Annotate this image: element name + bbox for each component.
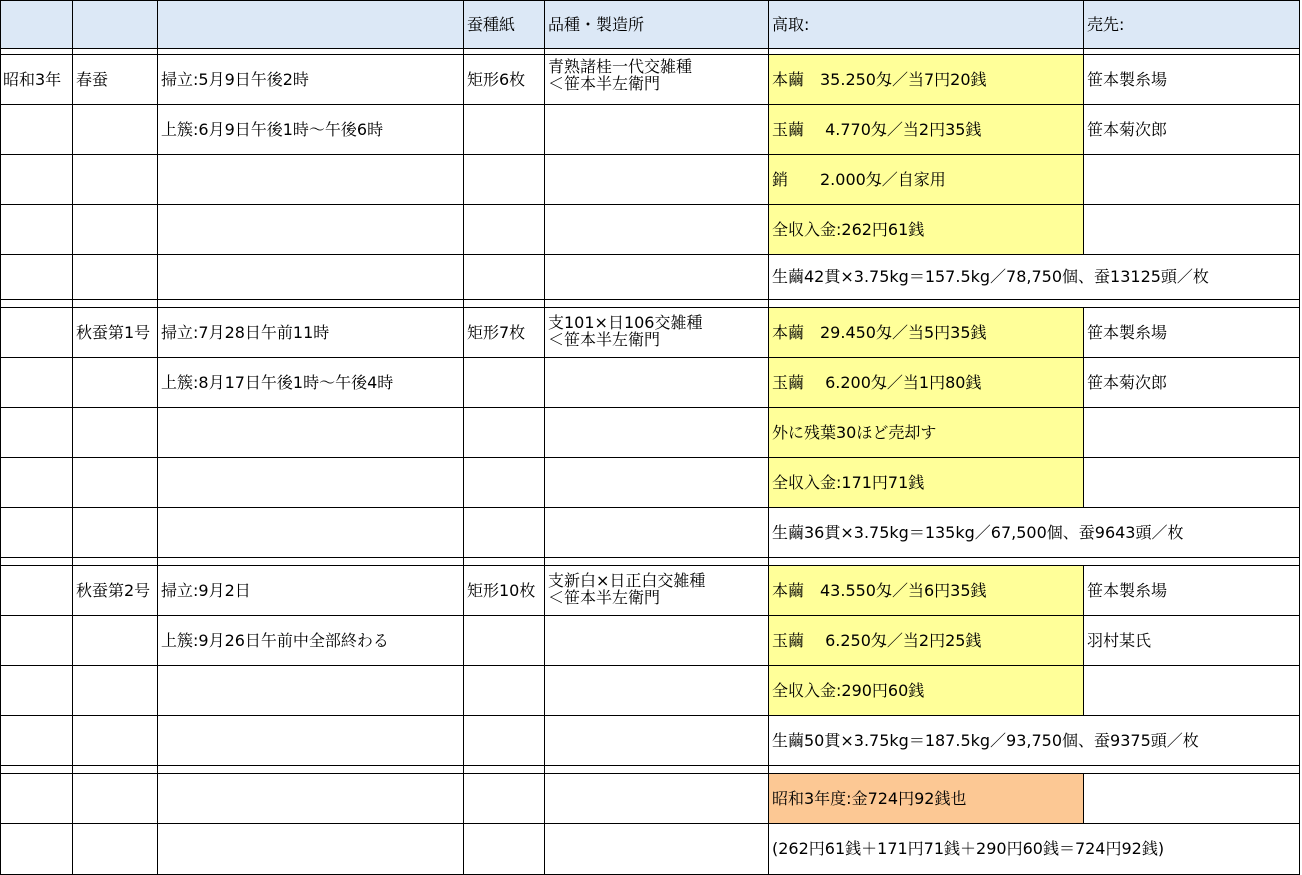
row-separator: [0, 766, 1300, 774]
cell-empty[interactable]: [73, 824, 158, 875]
cell-paper-count[interactable]: 矩形10枚: [464, 566, 545, 616]
header-cell-a[interactable]: [1, 1, 73, 49]
cell-yield[interactable]: 玉繭 6.250匁／当2円25銭: [769, 616, 1084, 666]
row-separator: [0, 300, 1300, 308]
cell-empty[interactable]: [545, 824, 769, 875]
cell-empty[interactable]: [1084, 774, 1300, 824]
cell-empty[interactable]: [1, 824, 73, 875]
cell-yield[interactable]: 本繭 43.550匁／当6円35銭: [769, 566, 1084, 616]
cell-buyer[interactable]: 笹本製糸場: [1084, 566, 1300, 616]
cell-empty[interactable]: [545, 774, 769, 824]
cell-empty[interactable]: [1, 666, 73, 716]
cell-empty[interactable]: [158, 666, 464, 716]
cell-empty[interactable]: [158, 205, 464, 255]
cell-empty[interactable]: [73, 508, 158, 558]
cell-buyer[interactable]: 羽村某氏: [1084, 616, 1300, 666]
cell-empty[interactable]: [464, 408, 545, 458]
cell-empty[interactable]: [158, 155, 464, 205]
cell-variety[interactable]: [545, 55, 769, 105]
variety-name: 支101×日106交雑種: [548, 313, 703, 332]
cell-note[interactable]: 上簇:6月9日午後1時～午後6時: [158, 105, 464, 155]
cell-empty[interactable]: [158, 458, 464, 508]
cell-yield[interactable]: 玉繭 6.200匁／当1円80銭: [769, 358, 1084, 408]
cell-season[interactable]: 秋蚕第2号: [73, 566, 158, 616]
cell-empty[interactable]: [73, 774, 158, 824]
cell-empty[interactable]: [545, 358, 769, 408]
header-cell-b[interactable]: [73, 1, 158, 49]
header-cell-yield[interactable]: 高取:: [769, 1, 1084, 49]
cell-yield[interactable]: 本繭 35.250匁／当7円20銭: [769, 55, 1084, 105]
cell-empty[interactable]: [464, 105, 545, 155]
cell-empty[interactable]: [545, 508, 769, 558]
cell-buyer[interactable]: 笹本製糸場: [1084, 55, 1300, 105]
cell-empty[interactable]: [545, 205, 769, 255]
cell-yield[interactable]: 外に残葉30ほど売却す: [769, 408, 1084, 458]
cell-buyer[interactable]: 笹本製糸場: [1084, 308, 1300, 358]
cell-empty[interactable]: [158, 774, 464, 824]
cell-empty[interactable]: [545, 255, 769, 300]
cell-paper-count[interactable]: 矩形6枚: [464, 55, 545, 105]
cell-season[interactable]: 秋蚕第1号: [73, 308, 158, 358]
cell-empty[interactable]: [158, 508, 464, 558]
cell-variety[interactable]: [545, 566, 769, 616]
cell-total-formula[interactable]: (262円61銭＋171円71銭＋290円60銭＝724円92銭): [769, 824, 1300, 875]
cell-empty[interactable]: [464, 155, 545, 205]
cell-note[interactable]: 上簇:9月26日午前中全部終わる: [158, 616, 464, 666]
cell-empty[interactable]: [158, 716, 464, 766]
header-cell-c[interactable]: [158, 1, 464, 49]
cell-empty[interactable]: [73, 105, 158, 155]
cell-empty[interactable]: [464, 616, 545, 666]
cell-empty[interactable]: [545, 458, 769, 508]
cell-empty[interactable]: [73, 255, 158, 300]
cell-note[interactable]: 掃立:5月9日午後2時: [158, 55, 464, 105]
cell-empty[interactable]: [73, 458, 158, 508]
cell-empty[interactable]: [1, 105, 73, 155]
cell-empty[interactable]: [73, 716, 158, 766]
cell-empty[interactable]: [1084, 666, 1300, 716]
cell-empty[interactable]: [73, 666, 158, 716]
cell-empty[interactable]: [1, 205, 73, 255]
cell-empty[interactable]: [1, 308, 73, 358]
cell-empty[interactable]: [464, 205, 545, 255]
row-separator: [0, 558, 1300, 566]
cell-note[interactable]: 掃立:7月28日午前11時: [158, 308, 464, 358]
cell-yield[interactable]: 銷 2.000匁／自家用: [769, 155, 1084, 205]
cell-empty[interactable]: [1, 458, 73, 508]
cell-empty[interactable]: [464, 666, 545, 716]
cell-empty[interactable]: [73, 408, 158, 458]
cell-empty[interactable]: [464, 358, 545, 408]
cell-total-income[interactable]: 全収入金:262円61銭: [769, 205, 1084, 255]
cell-variety[interactable]: [545, 308, 769, 358]
variety-maker: ＜笹本半左衛門: [548, 330, 661, 349]
cell-empty[interactable]: [1, 774, 73, 824]
cell-empty[interactable]: [545, 408, 769, 458]
cell-empty[interactable]: [1, 155, 73, 205]
cell-note[interactable]: 掃立:9月2日: [158, 566, 464, 616]
cell-empty[interactable]: [545, 666, 769, 716]
cell-summary[interactable]: 生繭42貫×3.75kg＝157.5kg／78,750個、蚕13125頭／枚: [769, 255, 1300, 300]
cell-season[interactable]: 春蚕: [73, 55, 158, 105]
cell-note[interactable]: 上簇:8月17日午後1時～午後4時: [158, 358, 464, 408]
cell-empty[interactable]: [158, 255, 464, 300]
cell-empty[interactable]: [545, 616, 769, 666]
variety-name: 青熟諸桂一代交雑種: [548, 57, 693, 76]
cell-year[interactable]: 昭和3年: [1, 55, 73, 105]
cell-annual-total[interactable]: 昭和3年度:金724円92銭也: [769, 774, 1084, 824]
cell-empty[interactable]: [464, 774, 545, 824]
cell-empty[interactable]: [1, 408, 73, 458]
cell-empty[interactable]: [1084, 205, 1300, 255]
cell-empty[interactable]: [545, 155, 769, 205]
cell-empty[interactable]: [464, 508, 545, 558]
cell-buyer[interactable]: 笹本菊次郎: [1084, 358, 1300, 408]
variety-maker: ＜笹本半左衛門: [548, 74, 661, 93]
cell-empty[interactable]: [73, 205, 158, 255]
cell-summary[interactable]: 生繭36貫×3.75kg＝135kg／67,500個、蚕9643頭／枚: [769, 508, 1300, 558]
cell-total-income[interactable]: 全収入金:290円60銭: [769, 666, 1084, 716]
cell-summary[interactable]: 生繭50貫×3.75kg＝187.5kg／93,750個、蚕9375頭／枚: [769, 716, 1300, 766]
cell-yield[interactable]: 玉繭 4.770匁／当2円35銭: [769, 105, 1084, 155]
cell-empty[interactable]: [158, 824, 464, 875]
cell-empty[interactable]: [1, 716, 73, 766]
cell-total-income[interactable]: 全収入金:171円71銭: [769, 458, 1084, 508]
cell-empty[interactable]: [1, 508, 73, 558]
cell-empty[interactable]: [1084, 408, 1300, 458]
cell-empty[interactable]: [1, 358, 73, 408]
cell-empty[interactable]: [1084, 155, 1300, 205]
cell-empty[interactable]: [1084, 458, 1300, 508]
header-cell-silkworm-paper[interactable]: 蚕種紙: [464, 1, 545, 49]
cell-empty[interactable]: [545, 105, 769, 155]
cell-empty[interactable]: [545, 716, 769, 766]
cell-empty[interactable]: [464, 255, 545, 300]
cell-empty[interactable]: [1, 616, 73, 666]
cell-empty[interactable]: [464, 716, 545, 766]
header-cell-buyer[interactable]: 売先:: [1084, 1, 1300, 49]
cell-buyer[interactable]: 笹本菊次郎: [1084, 105, 1300, 155]
header-cell-variety[interactable]: 品種・製造所: [545, 1, 769, 49]
cell-empty[interactable]: [1, 255, 73, 300]
cell-empty[interactable]: [464, 824, 545, 875]
cell-empty[interactable]: [73, 616, 158, 666]
cell-yield[interactable]: 本繭 29.450匁／当5円35銭: [769, 308, 1084, 358]
cell-empty[interactable]: [464, 458, 545, 508]
cell-paper-count[interactable]: 矩形7枚: [464, 308, 545, 358]
cell-empty[interactable]: [1, 566, 73, 616]
cell-empty[interactable]: [158, 408, 464, 458]
variety-name: 支新白×日正白交雑種: [548, 571, 706, 590]
cell-empty[interactable]: [73, 155, 158, 205]
variety-maker: ＜笹本半左衛門: [548, 588, 661, 607]
cell-empty[interactable]: [73, 358, 158, 408]
